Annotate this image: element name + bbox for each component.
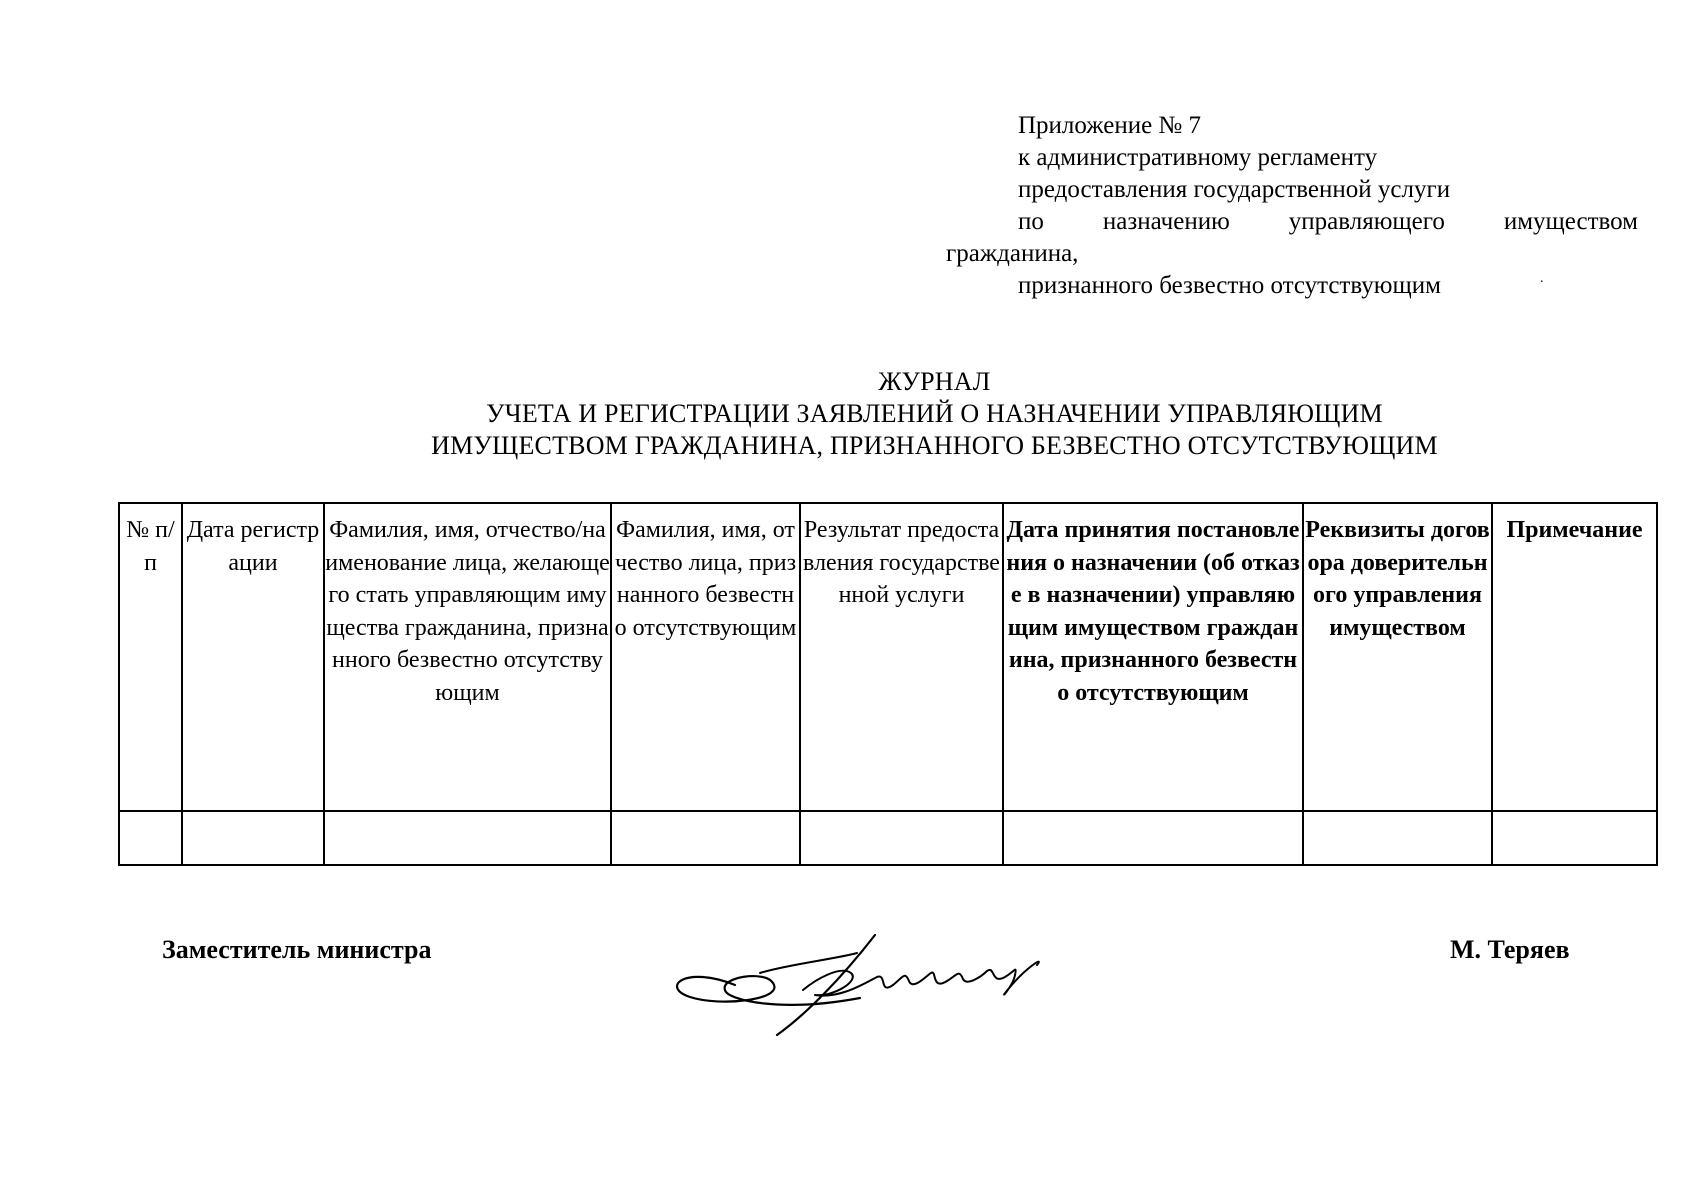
table-header-row (119, 503, 1657, 811)
table-cell (119, 811, 182, 865)
column-header-note: Примечание (1492, 503, 1657, 811)
appendix-purpose-word: управляющего (1288, 208, 1445, 235)
table-cell (800, 811, 1003, 865)
appendix-purpose-word: по (1018, 208, 1044, 235)
table-cell (1003, 811, 1303, 865)
column-header-missing-person: Фамилия, имя, отчество лица, признанного безвестно отсутствующим (611, 503, 800, 811)
table-cell (1303, 811, 1492, 865)
appendix-block (946, 110, 1638, 302)
appendix-purpose (1018, 206, 1638, 238)
title-subheading-line1: УЧЕТА И РЕГИСТРАЦИИ ЗАЯВЛЕНИЙ О НАЗНАЧЕНИИ УПРАВЛЯЮЩИМ (486, 399, 1383, 428)
appendix-number: Приложение № 7 (1018, 112, 1202, 139)
appendix-reference: к административному регламенту (1018, 144, 1378, 171)
column-header-result: Результат предоставления государственной услуги (800, 503, 1003, 811)
journal-title (0, 366, 1699, 462)
title-heading: ЖУРНАЛ (878, 367, 991, 396)
column-header-applicant: Фамилия, имя, отчество/наименование лица, желающего стать управляющим имущества гражданина, признанного безвестно отсутствующим (324, 503, 611, 811)
title-subheading-line2: ИМУЩЕСТВОМ ГРАЖДАНИНА, ПРИЗНАННОГО БЕЗВЕСТНО ОТСУТСТВУЮЩИМ (431, 431, 1438, 460)
table-row (119, 811, 1657, 865)
stray-dot: . (1540, 271, 1544, 286)
handwritten-signature (665, 925, 1065, 1045)
column-header-contract-details: Реквизиты договора доверительного управления имуществом (1303, 503, 1492, 811)
table-cell (182, 811, 324, 865)
signatory-name: М. Теряев (1450, 935, 1570, 964)
table-cell (1492, 811, 1657, 865)
column-header-decision-date: Дата принятия постановления о назначении (об отказе в назначении) управляющим имуществом гражданина, признанного безвестно отсутствующим (1003, 503, 1303, 811)
signatory-position: Заместитель министра (162, 935, 432, 964)
column-header-number: № п/п (119, 503, 182, 811)
appendix-service: предоставления государственной услуги (1018, 176, 1451, 203)
appendix-purpose-word: назначению (1102, 208, 1230, 235)
appendix-citizen: гражданина, (946, 240, 1079, 267)
journal-table (118, 502, 1658, 866)
appendix-missing-person: признанного безвестно отсутствующим (1018, 272, 1441, 299)
column-header-registration-date: Дата регистрации (182, 503, 324, 811)
table-cell (611, 811, 800, 865)
appendix-purpose-word: имуществом (1503, 208, 1638, 235)
table-cell (324, 811, 611, 865)
